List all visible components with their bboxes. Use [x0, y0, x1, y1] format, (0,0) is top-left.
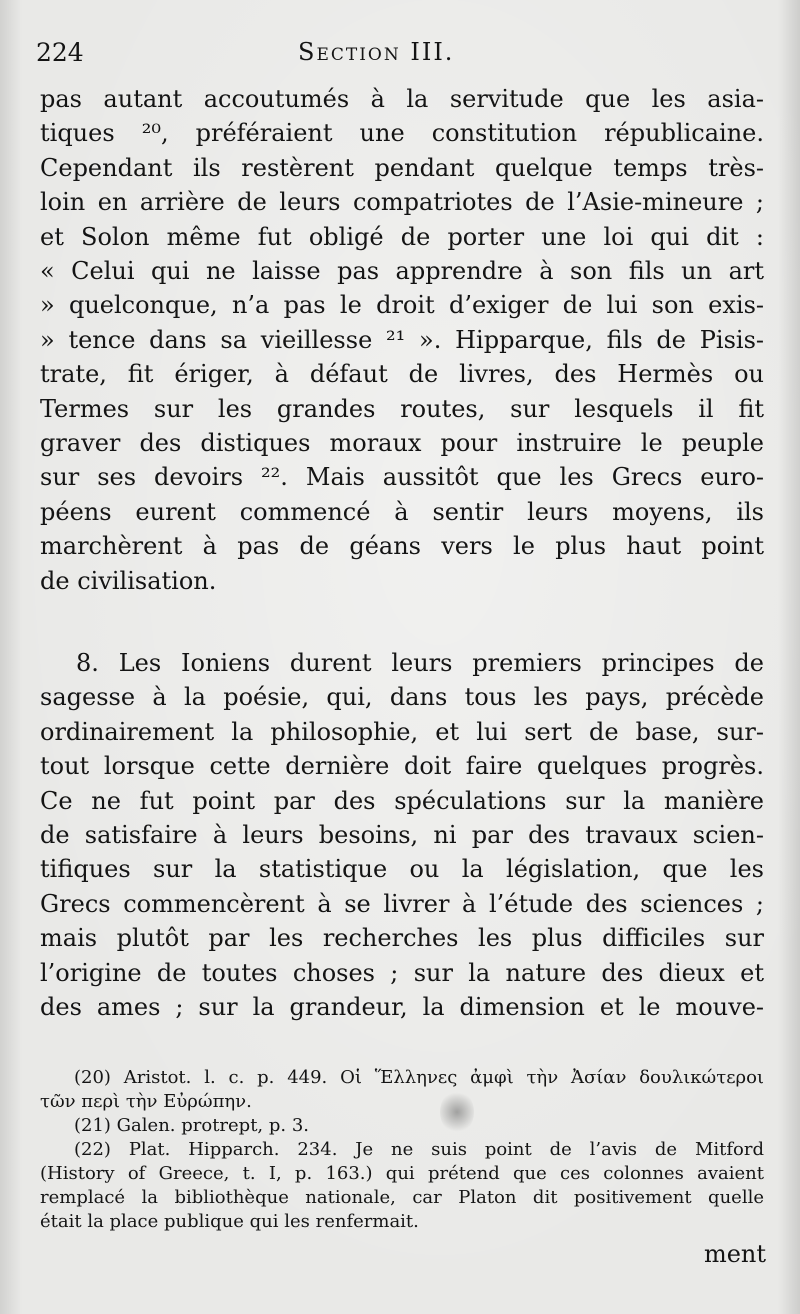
text-line: et Solon même fut obligé de porter une loi qui dit : — [40, 222, 764, 251]
text-line: pas autant accoutumés à la servitude que les asia- — [40, 85, 764, 113]
text-line: des ames ; sur la grandeur, la dimension et le mouve- — [40, 993, 764, 1022]
footnote-20-continued: τῶν περὶ τὴν Εὐρώπην. — [40, 1091, 252, 1112]
text-line: ordinairement la philosophie, et lui sert de base, sur- — [40, 717, 764, 746]
footnote-21: (21) Galen. protrept, p. 3. — [74, 1115, 310, 1136]
text-line: tifiques sur la statistique ou la législation, que les — [40, 855, 764, 884]
text-line: « Celui qui ne laisse pas apprendre à son fils un art — [40, 257, 764, 286]
text-line: Grecs commencèrent à se livrer à l’étude des sciences ; — [40, 889, 764, 918]
text-line: Ce ne fut point par des spéculations sur la manière — [40, 786, 764, 815]
running-head: Section III. — [298, 38, 455, 66]
text-line: Cependant ils restèrent pendant quelque temps très- — [40, 153, 764, 182]
text-line: » quelconque, n’a pas le droit d’exiger de lui son exis- — [40, 291, 764, 320]
text-line: marchèrent à pas de géans vers le plus haut point — [40, 532, 764, 561]
footnote-20: (20) Aristot. l. c. p. 449. Οἱ Ἕλληνες ἀμφὶ τὴν Ἀσίαν δουλικώτεροι — [74, 1067, 764, 1088]
text-line: tiques ²⁰, préféraient une constitution républicaine. — [40, 119, 764, 148]
text-line: péens eurent commencé à sentir leurs moyens, ils — [40, 497, 764, 526]
ink-smudge — [440, 1090, 474, 1134]
text-line: l’origine de toutes choses ; sur la nature des dieux et — [40, 958, 764, 987]
text-line: tout lorsque cette dernière doit faire quelques progrès. — [40, 752, 764, 781]
text-line: Termes sur les grandes routes, sur lesquels il fit — [40, 394, 764, 423]
text-line: 8. Les Ioniens durent leurs premiers principes de — [76, 649, 764, 677]
text-line: sagesse à la poésie, qui, dans tous les pays, précède — [40, 683, 764, 712]
text-line: loin en arrière de leurs compatriotes de l’Asie-mineure ; — [40, 188, 764, 217]
catchword: ment — [703, 1240, 766, 1268]
footnote-22-continued: était la place publique qui les renfermait. — [40, 1211, 419, 1232]
footnote-22-continued: remplacé la bibliothèque nationale, car Platon dit positivement quelle — [40, 1187, 764, 1208]
text-line: de satisfaire à leurs besoins, ni par des travaux scien- — [40, 821, 764, 850]
text-line: sur ses devoirs ²². Mais aussitôt que les Grecs euro- — [40, 463, 764, 492]
text-line: graver des distiques moraux pour instruire le peuple — [40, 429, 764, 458]
paragraph-1 — [40, 82, 764, 598]
text-line: de civilisation. — [40, 566, 217, 595]
page-header — [36, 34, 760, 74]
paragraph-2 — [40, 646, 764, 1024]
text-line: mais plutôt par les recherches les plus difficiles sur — [40, 924, 764, 953]
footnote-22-continued: (History of Greece, t. I, p. 163.) qui prétend que ces colonnes avaient — [40, 1163, 764, 1184]
footnote-22: (22) Plat. Hipparch. 234. Je ne suis point de l’avis de Mitford — [74, 1139, 764, 1160]
page-number: 224 — [36, 38, 84, 67]
text-line: » tence dans sa vieillesse ²¹ ». Hipparque, fils de Pisis- — [40, 325, 764, 354]
text-line: trate, fit ériger, à défaut de livres, des Hermès ou — [40, 360, 764, 389]
footnotes — [40, 1066, 764, 1234]
